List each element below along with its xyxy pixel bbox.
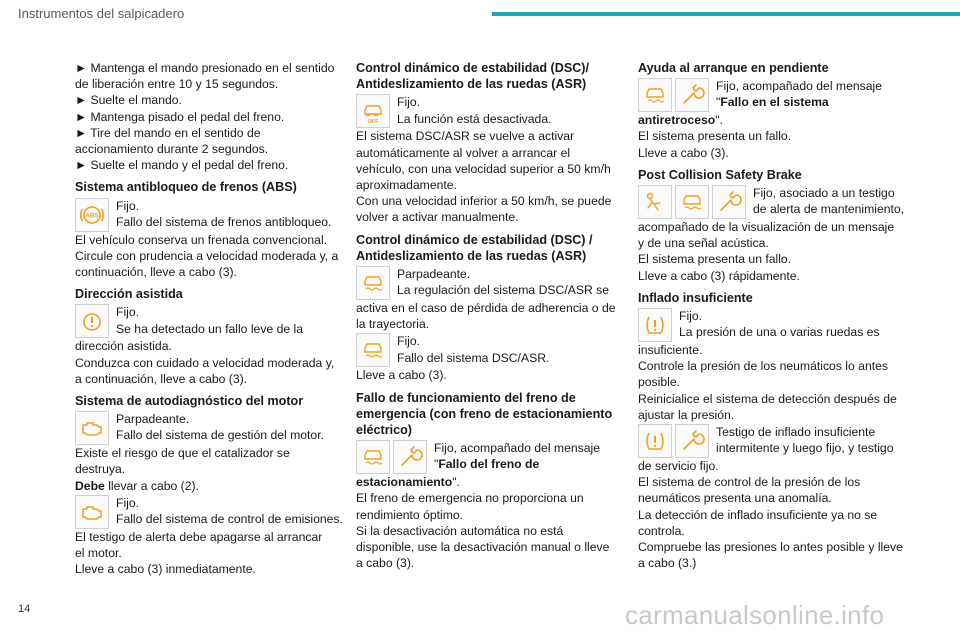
watermark: carmanualsonline.info (625, 600, 885, 630)
tyre-body2-line: neumáticos presenta una anomalía. (638, 491, 832, 506)
engine-emissions-icon (75, 495, 109, 529)
ebrake-status: Fijo, acompañado del mensaje (434, 441, 600, 456)
ebrake-body-line: Si la desactivación automática no está (356, 523, 564, 538)
intro-line: ► Mantenga el mando presionado en el sentido (75, 61, 335, 75)
abs-warning-icon (75, 198, 109, 232)
tyre-body2-line: El sistema de control de la presión de los (638, 475, 861, 490)
tyre-body2-line: La detección de inflado insuficiente ya no se (638, 507, 878, 522)
abs-desc: Fallo del sistema de frenos antibloqueo. (116, 214, 332, 229)
column-3 (638, 60, 910, 571)
dsc-off-title-line-2: Antideslizamiento de las ruedas (ASR) (356, 77, 587, 92)
ebrake-title-line-2: emergencia (con freno de estacionamiento (356, 406, 613, 421)
ebrake-block (356, 440, 628, 474)
page-number: 14 (18, 603, 31, 615)
tyre-body2-line: controla. (638, 523, 685, 538)
tyre-body2-line: de servicio fijo. (638, 459, 719, 474)
post-collision-desc: de alerta de mantenimiento, (753, 202, 905, 217)
dsc-off-icon (356, 94, 390, 128)
section-title-steering: Dirección asistida (75, 287, 183, 302)
engine-body-line: Existe el riesgo de que el catalizador se (75, 446, 290, 461)
hill-start-body-line: El sistema presenta un fallo. (638, 129, 792, 144)
dsc-off-icon-label: OFF (367, 119, 379, 125)
abs-body-line: El vehículo conserva un frenada convencional. (75, 232, 328, 247)
wrench-service-icon (675, 424, 709, 458)
abs-warning-block (75, 198, 347, 232)
intro-line: ► Suelte el mando y el pedal del freno. (75, 158, 289, 173)
dsc-body-line: activa en el caso de pérdida de adherencia o de (356, 301, 616, 316)
dsc-title-line-1: Control dinámico de estabilidad (DSC) / (356, 232, 593, 247)
dsc-off-desc: La función está desactivada. (397, 111, 552, 126)
dsc-off-body-line: Con una velocidad inferior a 50 km/h, se puede (356, 194, 612, 209)
engine-body2-line: El testigo de alerta debe apagarse al arrancar (75, 529, 323, 544)
steering-wheel-warning-icon (75, 304, 109, 338)
intro-line: ► Suelte el mando. (75, 93, 182, 108)
skid-car-icon (675, 185, 709, 219)
intro-line: ► Mantenga pisado el pedal del freno. (75, 109, 285, 124)
engine-body2-line: el motor. (75, 546, 122, 561)
dsc-block-1 (356, 266, 628, 300)
intro-line: accionamiento durante 2 segundos. (75, 142, 269, 157)
hill-start-message-bold: Fallo en el sistema (720, 95, 829, 110)
person-crash-icon (638, 185, 672, 219)
dsc-desc-regulation: La regulación del sistema DSC/ASR se (397, 283, 610, 298)
engine-warning-block-2 (75, 495, 347, 529)
dsc-off-body-line: El sistema DSC/ASR se vuelve a activar (356, 129, 575, 144)
header-accent-bar (492, 12, 960, 16)
section-title-tyre-pressure: Inflado insuficiente (638, 290, 753, 305)
ebrake-body-line: rendimiento óptimo. (356, 507, 464, 522)
hill-start-block (638, 78, 910, 112)
tyre-pressure-icon (638, 424, 672, 458)
debe-rest: llevar a cabo (2). (104, 478, 199, 493)
quote-close: ". (715, 113, 723, 128)
steering-warning-block (75, 304, 347, 338)
dsc-off-body-line: automáticamente al volver a arrancar el (356, 145, 571, 160)
tyre-fault-line-2: intermitente y luego fijo, y testigo (716, 441, 894, 456)
hill-start-skid-icon (638, 78, 672, 112)
steering-body-line: a continuación, lleve a cabo (3). (75, 371, 248, 386)
dsc-body-line: la trayectoria. (356, 317, 430, 332)
debe-bold: Debe (75, 478, 105, 493)
hill-start-message-line-1 (716, 94, 910, 110)
section-title-engine-diagnostics: Sistema de autodiagnóstico del motor (75, 394, 304, 409)
engine-status-fixed: Fijo. (116, 495, 140, 510)
ebrake-body-line: disponible, use la desactivación manual o lleve (356, 540, 610, 555)
ebrake-message-line-2 (356, 474, 628, 490)
engine-body-line: destruya. (75, 462, 126, 477)
post-collision-body-line: acompañado de la visualización de un mensaje (638, 220, 895, 235)
steering-body-line: Conduzca con cuidado a velocidad moderada y, (75, 355, 335, 370)
tyre-body-line: insuficiente. (638, 343, 703, 358)
engine-desc-emissions: Fallo del sistema de control de emisiones. (116, 512, 343, 527)
wrench-service-icon (712, 185, 746, 219)
column-1 (75, 60, 347, 577)
engine-warning-icon (75, 411, 109, 445)
ebrake-message-line-1 (434, 456, 628, 472)
quote-open: " (434, 457, 439, 472)
section-title-abs: Sistema antibloqueo de frenos (ABS) (75, 180, 297, 195)
quote-open: " (716, 95, 721, 110)
dsc-status-blinking: Parpadeante. (397, 267, 471, 282)
dsc-body2-line: Lleve a cabo (3). (356, 368, 447, 383)
hill-start-message-bold-2: antiretroceso (638, 113, 716, 128)
column-2 (356, 60, 628, 571)
steering-desc: Se ha detectado un fallo leve de la (116, 321, 304, 336)
section-title-hill-start: Ayuda al arranque en pendiente (638, 61, 829, 75)
abs-icon-label: ABS (85, 212, 99, 220)
intro-line: ► Tire del mando en el sentido de (75, 125, 261, 140)
dsc-skid-icon-fixed (356, 333, 390, 367)
tyre-status: Fijo. (679, 309, 703, 324)
section-title-dsc (356, 232, 628, 264)
hill-start-body-line: Lleve a cabo (3). (638, 145, 729, 160)
tyre-fault-line-1: Testigo de inflado insuficiente (716, 425, 876, 440)
dsc-status-fixed: Fijo. (397, 334, 421, 349)
ebrake-message-bold-2: estacionamiento (356, 475, 453, 490)
engine-debe-line (75, 478, 347, 494)
ebrake-message-bold: Fallo del freno de (438, 457, 540, 472)
header-title: Instrumentos del salpicadero (18, 6, 185, 21)
dsc-desc-fault: Fallo del sistema DSC/ASR. (397, 350, 550, 365)
dsc-off-status: Fijo. (397, 95, 421, 110)
tyre-body-line: ajustar la presión. (638, 407, 735, 422)
post-collision-body-line: Lleve a cabo (3) rápidamente. (638, 268, 800, 283)
ebrake-body-line: a cabo (3). (356, 556, 415, 571)
engine-warning-block-1 (75, 411, 347, 445)
section-title-post-collision: Post Collision Safety Brake (638, 167, 802, 182)
dsc-title-line-2: Antideslizamiento de las ruedas (ASR) (356, 248, 587, 263)
tyre-body-line: Reinicialice el sistema de detección después de (638, 391, 897, 406)
engine-desc-management: Fallo del sistema de gestión del motor. (116, 428, 324, 443)
steering-status: Fijo. (116, 305, 140, 320)
tyre-body-line: posible. (638, 375, 681, 390)
post-collision-body-line: y de una señal acústica. (638, 236, 769, 251)
dsc-off-body-line: aproximadamente. (356, 178, 457, 193)
ebrake-title-line-1: Fallo de funcionamiento del freno de (356, 390, 576, 405)
hill-start-message-line-2 (638, 112, 910, 128)
quote-close: ". (452, 475, 460, 490)
engine-body2-line: Lleve a cabo (3) inmediatamente. (75, 562, 256, 577)
tyre-block-1 (638, 308, 910, 342)
wrench-service-icon (393, 440, 427, 474)
tyre-desc: La presión de una o varias ruedas es (679, 325, 880, 340)
post-collision-status: Fijo, asociado a un testigo (753, 186, 895, 201)
dsc-skid-icon (356, 266, 390, 300)
dsc-skid-icon-ebrake (356, 440, 390, 474)
abs-body-line: continuación, lleve a cabo (3). (75, 265, 237, 280)
dsc-off-title-line-1: Control dinámico de estabilidad (DSC)/ (356, 61, 590, 75)
dsc-off-block (356, 94, 628, 128)
post-collision-body-line: El sistema presenta un fallo. (638, 252, 792, 267)
engine-status-blinking: Parpadeante. (116, 412, 190, 427)
dsc-block-2 (356, 333, 628, 367)
post-collision-block (638, 185, 910, 219)
tyre-body2-line: a cabo (3.) (638, 556, 697, 571)
wrench-service-icon (675, 78, 709, 112)
intro-line: de liberación entre 10 y 15 segundos. (75, 77, 279, 92)
abs-body-line: Circule con prudencia a velocidad moderada y, a (75, 248, 339, 263)
dsc-off-body-line: vehículo, con una velocidad superior a 50 km/h (356, 161, 611, 176)
ebrake-body-line: El freno de emergencia no proporciona un (356, 491, 584, 506)
tyre-body-line: Controle la presión de los neumáticos lo antes (638, 359, 888, 374)
abs-status: Fijo. (116, 198, 140, 213)
steering-body-line: dirección asistida. (75, 339, 172, 354)
hill-start-status: Fijo, acompañado del mensaje (716, 79, 882, 94)
tyre-body2-line: Compruebe las presiones lo antes posible y lleve (638, 540, 903, 555)
section-title-emergency-brake (356, 390, 628, 439)
tyre-block-2 (638, 424, 910, 458)
ebrake-title-line-3: eléctrico) (356, 423, 412, 438)
dsc-off-body-line: volver a activar manualmente. (356, 210, 519, 225)
tyre-pressure-icon (638, 308, 672, 342)
section-title-dsc-off (356, 60, 628, 92)
